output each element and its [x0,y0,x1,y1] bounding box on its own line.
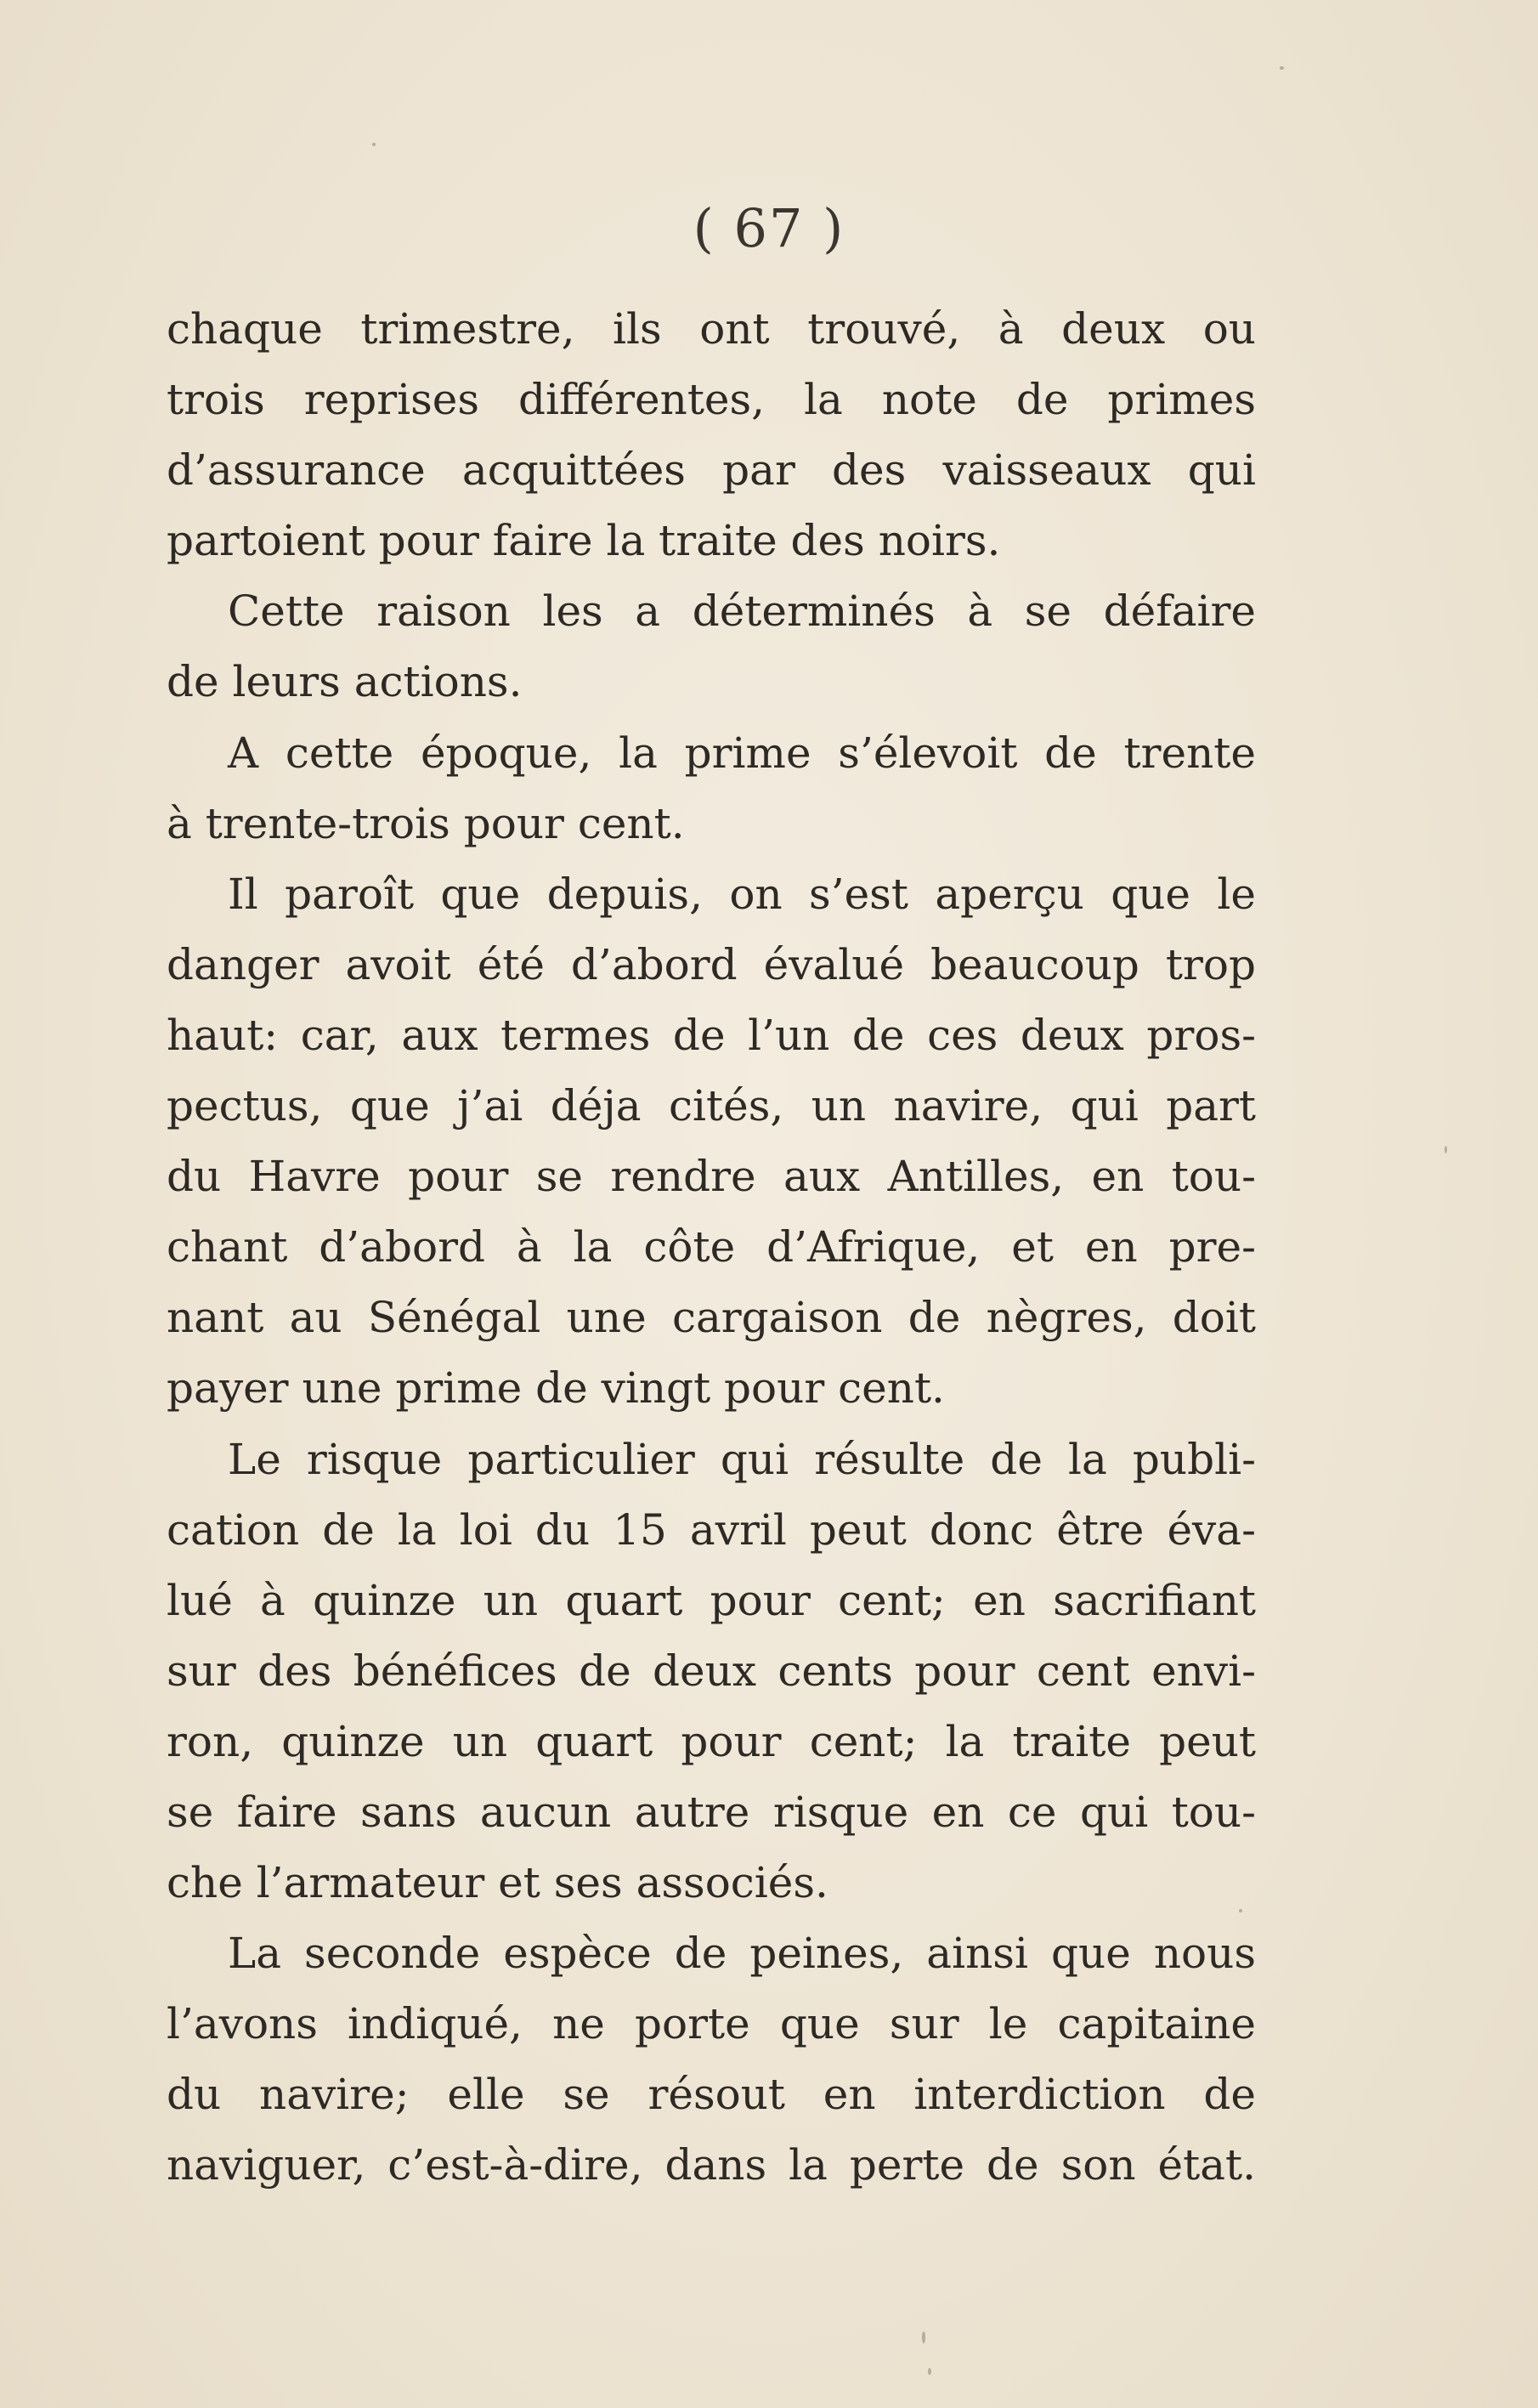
paragraph [167,1425,1256,1919]
text-line: du navire; elle se résout en interdiction de [167,2070,1256,2120]
text-line: chant d’abord à la côte d’Afrique, et en pre- [167,1222,1256,1272]
text-line: nant au Sénégal une cargaison de nègres, doit [167,1293,1256,1343]
text-line: se faire sans aucun autre risque en ce qui tou- [167,1787,1256,1837]
paper-speck [1280,66,1284,70]
paragraph [167,576,1256,717]
paragraph [167,718,1256,859]
text-line: lué à quinze un quart pour cent; en sacrifiant [167,1575,1256,1625]
text-line: pectus, que j’ai déja cités, un navire, qui part [167,1081,1256,1131]
text-line: che l’armateur et ses associés. [167,1858,828,1908]
text-line: A cette époque, la prime s’élevoit de trente [228,728,1256,778]
text-line: ron, quinze un quart pour cent; la traite peut [167,1716,1256,1766]
paper-speck [1445,1146,1447,1153]
text-line: cation de la loi du 15 avril peut donc être éva- [167,1504,1256,1555]
text-line: l’avons indiqué, ne porte que sur le capitaine [167,1999,1256,2049]
text-line: Il paroît que depuis, on s’est aperçu que le [228,869,1256,919]
page-number: ( 67 ) [693,197,845,259]
text-line: payer une prime de vingt pour cent. [167,1363,945,1414]
text-line: trois reprises différentes, la note de primes [167,375,1256,425]
text-line: de leurs actions. [167,657,523,707]
paper-speck [372,143,376,146]
text-line: Cette raison les a déterminés à se défaire [228,586,1256,637]
paper-speck [922,2332,925,2343]
text-line: à trente-trois pour cent. [167,798,685,848]
text-line: d’assurance acquittées par des vaisseaux qui [167,445,1256,496]
paper-speck [1239,1909,1242,1912]
text-line: chaque trimestre, ils ont trouvé, à deux ou [167,304,1256,354]
paragraph [167,1918,1256,2201]
text-line: sur des bénéfices de deux cents pour cent envi- [167,1646,1256,1696]
paragraph [167,859,1256,1425]
text-line: Le risque particulier qui résulte de la publi- [228,1434,1256,1484]
text-line: naviguer, c’est-à-dire, dans la perte de son état. [167,2140,1256,2190]
paragraph [167,294,1256,576]
text-line: danger avoit été d’abord évalué beaucoup trop [167,939,1256,989]
text-line: haut: car, aux termes de l’un de ces deux pros- [167,1010,1256,1060]
page-body [167,294,1256,2201]
text-line: du Havre pour se rendre aux Antilles, en tou- [167,1152,1256,1202]
text-line: La seconde espèce de peines, ainsi que nous [228,1929,1256,1979]
text-line: partoient pour faire la traite des noirs. [167,516,1001,566]
paper-speck [928,2368,931,2375]
